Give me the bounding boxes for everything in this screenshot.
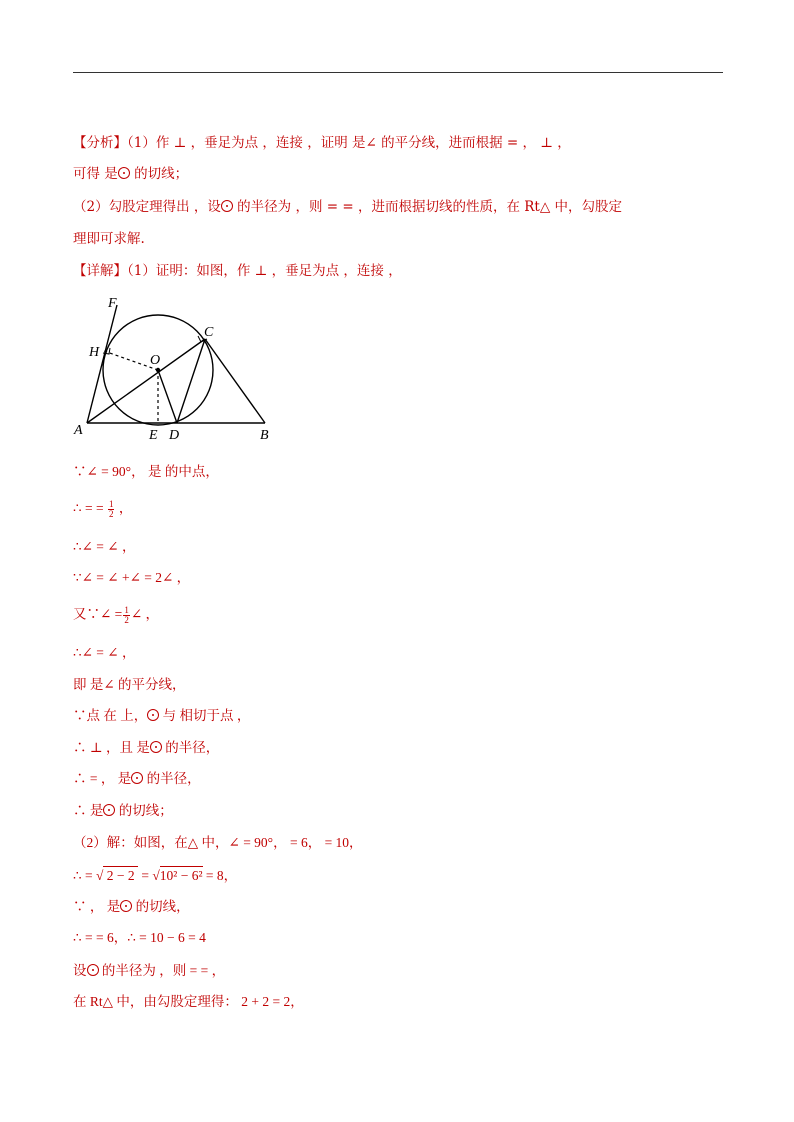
step-8 [73, 708, 250, 724]
fraction-denominator: 2 [108, 509, 114, 519]
analysis-line-1: 【分析】（1）作 ⊥ ，垂足为点 ，连接 ，证明 是∠ 的平分线，进而根据 = ， ⊥ ， [73, 135, 571, 151]
step-2 [73, 500, 132, 519]
line-od [158, 370, 177, 423]
fraction-half [123, 606, 130, 625]
text-fragment: （2）勾股定理得出 ，设 [73, 199, 221, 215]
circle-o-symbol [131, 772, 143, 784]
text-fragment: 与 相切于点 ， [159, 708, 251, 723]
analysis-line-4: 理即可求解. [73, 231, 145, 247]
text-fragment: ∴ = [73, 868, 96, 883]
fraction-half [108, 500, 115, 519]
circle-o-symbol [87, 964, 99, 976]
sqrt-expression [103, 868, 138, 884]
text-fragment: ∴ = = [73, 500, 104, 516]
step-11 [73, 803, 173, 819]
circle-o-symbol [150, 741, 162, 753]
text-fragment: 可得 是 [73, 166, 118, 182]
text-fragment: 的半径为 ，则 = = ， [98, 963, 226, 978]
center-point-o [156, 368, 160, 372]
analysis-line-2 [73, 166, 188, 182]
text-fragment: 的半径， [143, 771, 201, 786]
circle-o-symbol [221, 200, 233, 212]
text-fragment: 的切线； [129, 166, 189, 182]
text-fragment: 的半径为 ，则 = = ，进而根据切线的性质，在 Rt△ 中，勾股定 [232, 199, 623, 215]
text-fragment: ， [115, 500, 133, 516]
text-fragment: = [138, 868, 153, 883]
text-fragment: 的切线， [132, 899, 190, 914]
fraction-denominator: 2 [124, 615, 129, 625]
step-7: 即 是∠ 的平分线， [73, 677, 186, 692]
step-4: ∵∠ = ∠ +∠ = 2∠ ， [73, 570, 191, 585]
line-cd [177, 339, 205, 423]
label-b: B [260, 428, 269, 443]
header-rule [73, 72, 723, 73]
part2-line-5 [73, 963, 225, 979]
fraction-numerator: 1 [124, 605, 129, 615]
sqrt-expression [160, 868, 203, 884]
text-fragment: ∵ ， 是 [73, 899, 121, 914]
line-cb [205, 339, 265, 423]
circle-o-symbol [120, 900, 132, 912]
part2-line-2: ∴ = √ 2 − 2 = √10² − 6² = 8， [73, 868, 238, 883]
text-fragment: ∠ ， [130, 606, 159, 622]
sqrt-radicand: 2 − 2 [103, 868, 138, 883]
part2-line-6: 在 Rt△ 中，由勾股定理得： 2 + 2 = 2， [73, 994, 304, 1009]
solution-line-1: 【详解】（1）证明：如图，作 ⊥ ，垂足为点 ，连接 ， [73, 263, 402, 279]
analysis-line-3 [73, 199, 622, 215]
step-10 [73, 771, 201, 787]
part2-line-4: ∴ = = 6，∴ = 10 − 6 = 4 [73, 930, 206, 945]
text-fragment: 又∵∠ = [73, 606, 123, 622]
part2-line-1: （2）解：如图，在△ 中，∠ = 90°， = 6， = 10， [73, 835, 363, 850]
text-fragment: ∴ 是 [73, 803, 104, 818]
label-f: F [108, 296, 117, 311]
step-1: ∵∠ = 90°， 是 的中点， [73, 464, 219, 479]
step-3: ∴∠ = ∠ ， [73, 539, 136, 554]
geometry-figure [70, 292, 285, 447]
label-h: H [89, 345, 100, 360]
part2-line-3 [73, 899, 190, 915]
text-fragment: ∵点 在 上， [73, 708, 148, 723]
text-fragment: 设 [73, 963, 87, 978]
step-5 [73, 606, 159, 625]
label-a: A [74, 423, 83, 438]
label-c: C [204, 325, 214, 340]
text-fragment: ∴ = ， 是 [73, 771, 132, 786]
step-9 [73, 740, 219, 756]
fraction-numerator: 1 [108, 499, 114, 509]
text-fragment: = 8， [202, 868, 238, 883]
label-e: E [149, 428, 158, 443]
circle-o-symbol [118, 167, 130, 179]
label-d: D [169, 428, 180, 443]
label-o: O [150, 353, 161, 368]
text-fragment: ∴ ⊥ ，且 是 [73, 740, 150, 755]
circle-o-symbol [147, 709, 159, 721]
step-6: ∴∠ = ∠ ， [73, 645, 136, 660]
text-fragment: 的半径， [161, 740, 220, 755]
text-fragment: 的切线； [115, 803, 173, 818]
sqrt-radicand: 10² − 6² [159, 868, 203, 883]
circle-o-symbol [103, 804, 115, 816]
